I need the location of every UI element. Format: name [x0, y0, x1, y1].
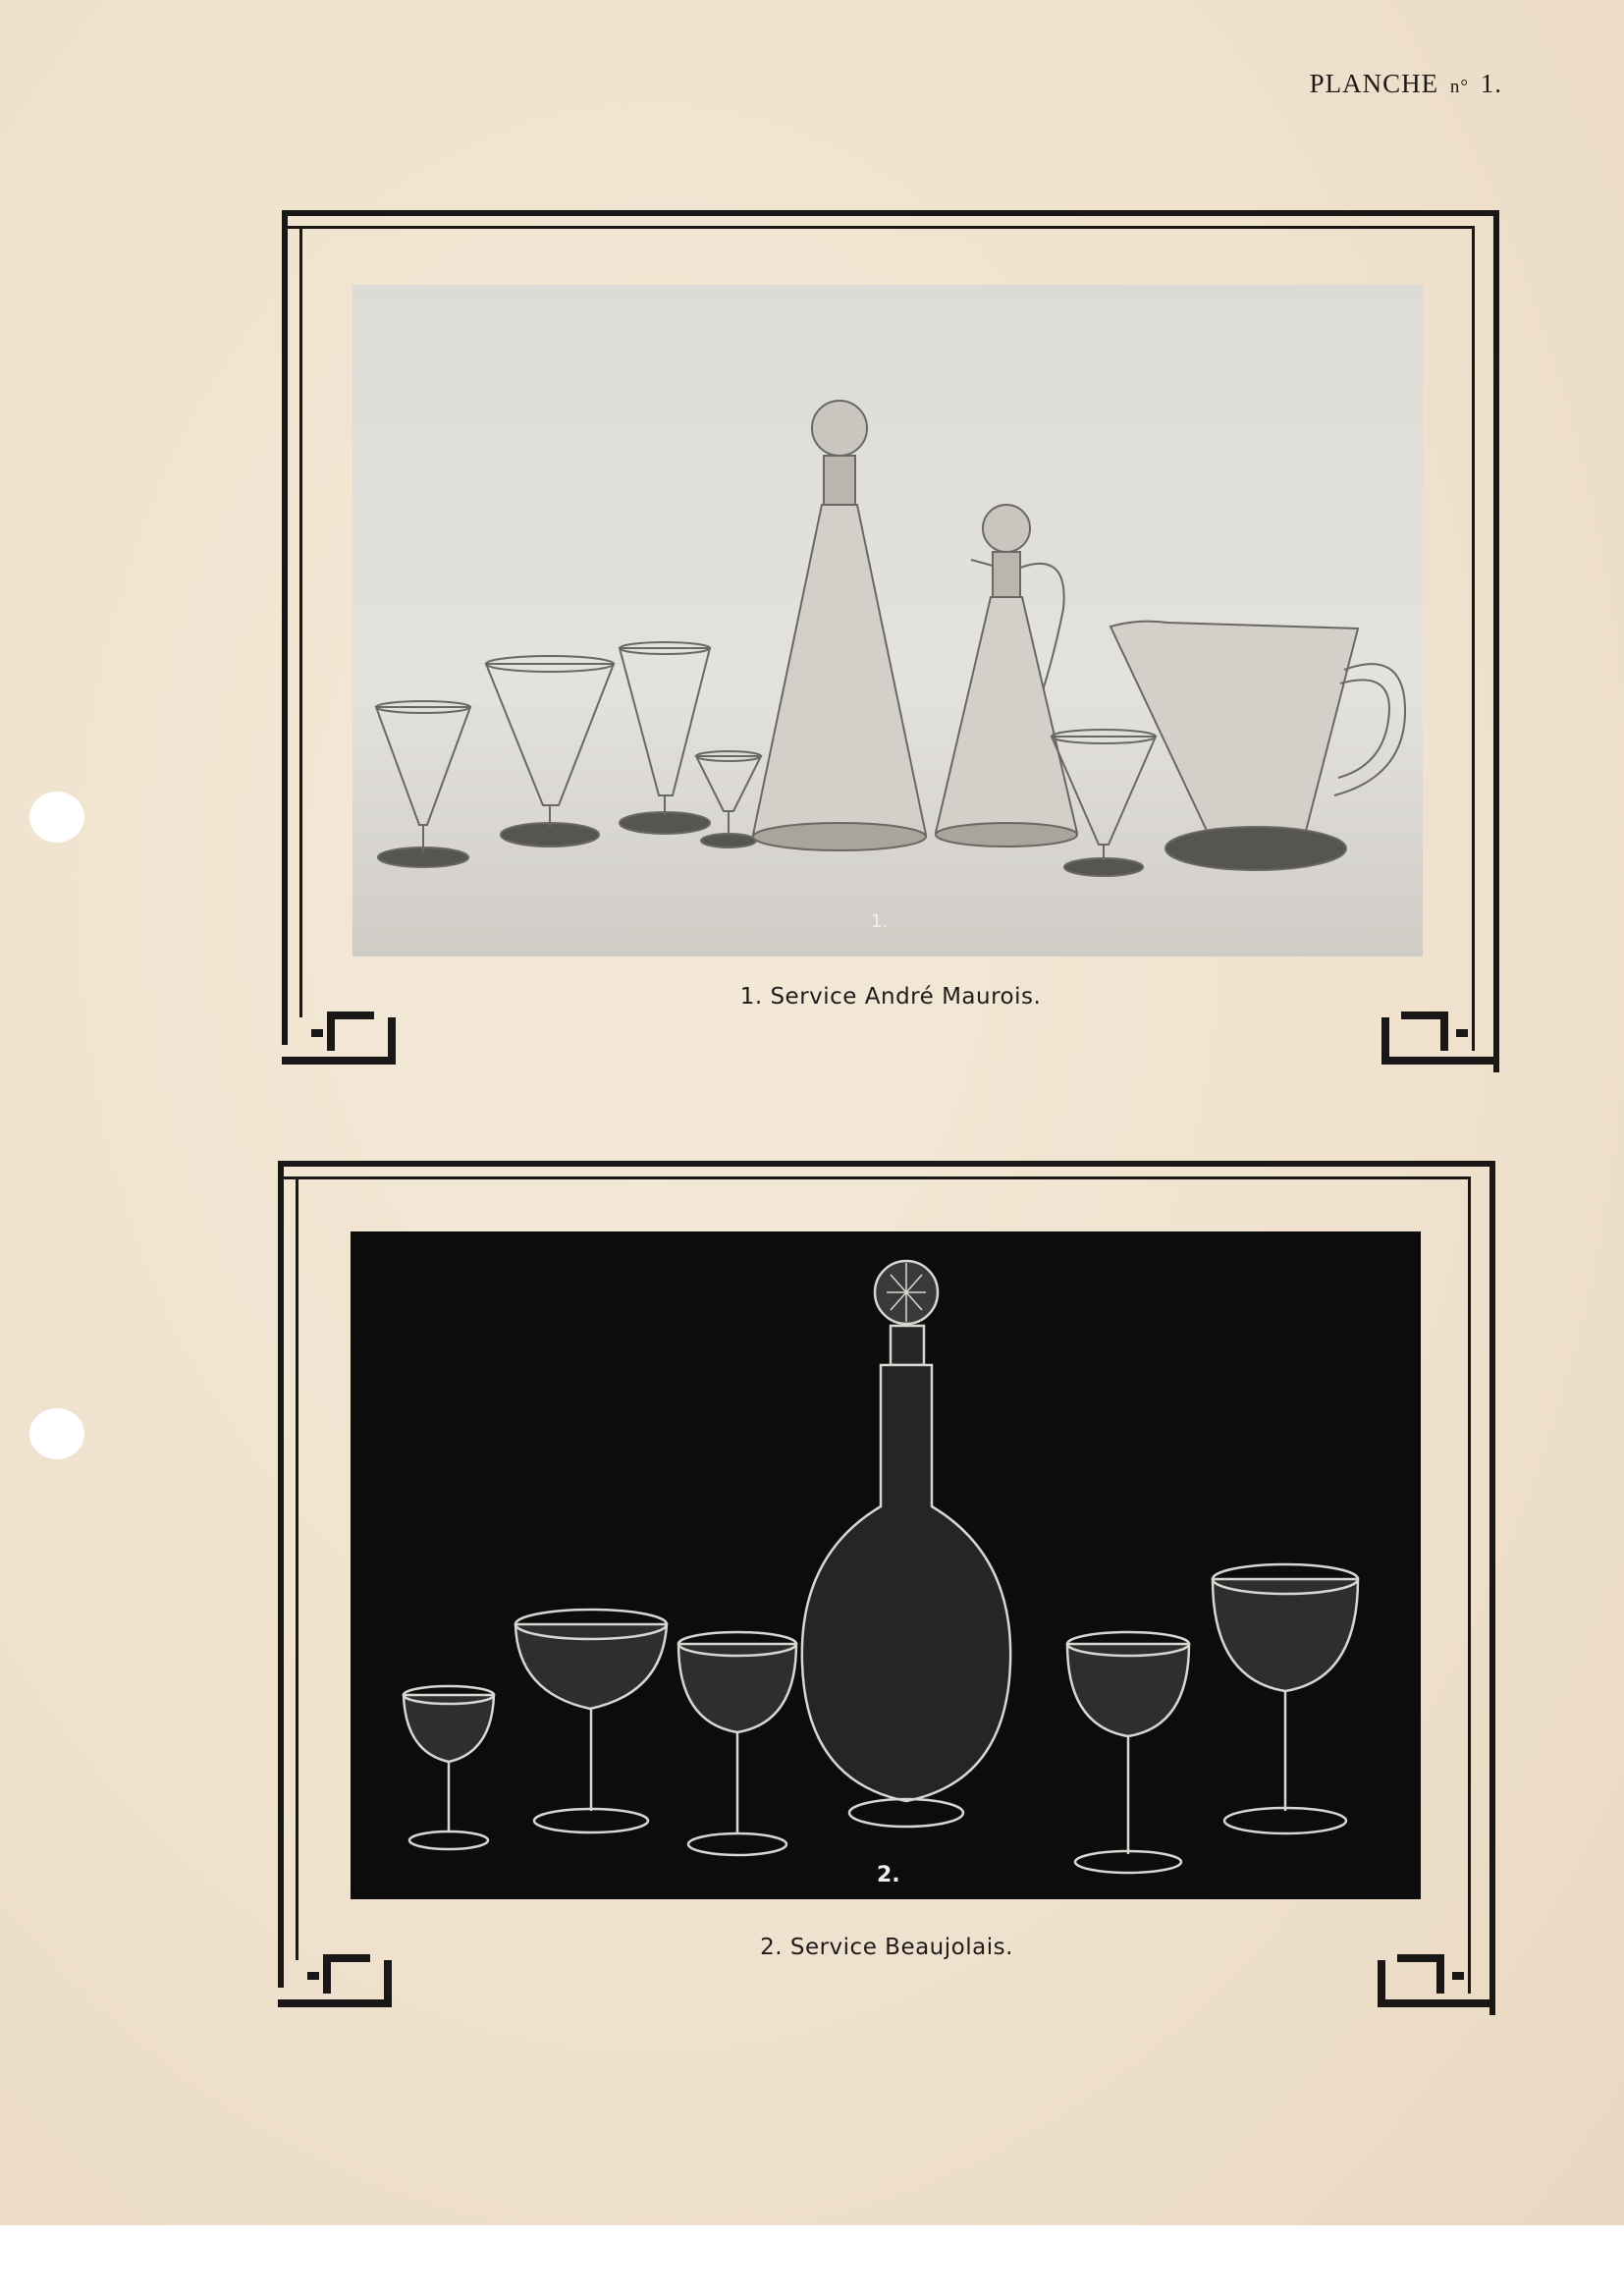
scan-margin: [0, 2225, 1624, 2296]
photo-number-1: 1.: [871, 911, 889, 932]
plate-panel-1: [282, 210, 1499, 1072]
caption-service-andre-maurois: 1. Service André Maurois.: [739, 984, 1042, 1010]
photo-service-andre-maurois: [352, 285, 1423, 957]
photo-service-beaujolais: [351, 1231, 1421, 1899]
glassware-photo-2: [351, 1231, 1421, 1899]
plate-number: 1.: [1480, 69, 1502, 98]
plate-panel-2: [278, 1161, 1495, 2015]
punch-hole-top: [29, 792, 84, 843]
caption-service-beaujolais: 2. Service Beaujolais.: [760, 1935, 1013, 1960]
photo-number-2: 2.: [877, 1863, 900, 1887]
plate-word: PLANCHE: [1309, 69, 1439, 98]
plate-label: [1310, 69, 1502, 99]
plate-number-abbr: n°: [1449, 77, 1469, 97]
punch-hole-bottom: [29, 1408, 84, 1459]
glassware-photo-1: [352, 285, 1423, 957]
